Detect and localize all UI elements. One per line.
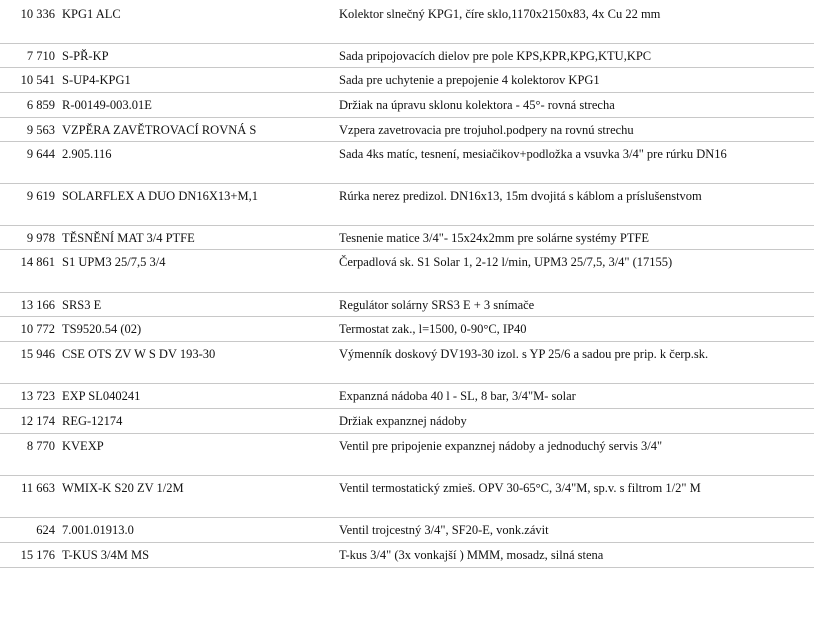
item-number: 13 166 [20,298,55,312]
item-description: Sada pripojovacích dielov pre pole KPS,KPR,KPG,KTU,KPC [339,49,652,63]
item-description: Tesnenie matice 3/4"- 15x24x2mm pre solárne systémy PTFE [339,231,650,245]
item-code: TĚSNĚNÍ MAT 3/4 PTFE [62,231,195,245]
item-description: Držiak expanznej nádoby [339,414,467,428]
item-description: Čerpadlová sk. S1 Solar 1, 2-12 l/min, UPM3 25/7,5, 3/4" (17155) [339,255,673,269]
item-number: 13 723 [20,389,55,403]
item-code: R-00149-003.01E [62,98,152,112]
item-number: 9 644 [26,147,55,161]
table-row [0,44,814,68]
table-row [0,476,814,518]
item-number: 15 176 [20,548,55,562]
item-code: S1 UPM3 25/7,5 3/4 [62,255,166,269]
table-row [0,293,814,317]
item-number: 9 619 [26,189,55,203]
item-code: CSE OTS ZV W S DV 193-30 [62,347,216,361]
table-row [0,384,814,409]
item-description: Ventil pre pripojenie expanznej nádoby a jednoduchý servis 3/4" [339,439,663,453]
table-row [0,142,814,184]
table-row [0,226,814,250]
item-number: 12 174 [20,414,55,428]
item-number: 10 336 [20,7,55,21]
item-description: T-kus 3/4" (3x vonkajší ) MMM, mosadz, silná stena [339,548,604,562]
item-description: Kolektor slnečný KPG1, číre sklo,1170x2150x83, 4x Cu 22 mm [339,7,661,21]
item-number: 8 770 [26,439,55,453]
item-code: S-PŘ-KP [62,49,109,63]
table-row [0,409,814,434]
item-code: TS9520.54 (02) [62,322,142,336]
item-description: Sada 4ks matíc, tesnení, mesiačikov+podložka a vsuvka 3/4" pre rúrku DN16 [339,147,727,161]
item-code: EXP SL040241 [62,389,141,403]
item-number: 624 [36,523,55,537]
item-code: S-UP4-KPG1 [62,73,131,87]
item-code: SRS3 E [62,298,102,312]
item-description: Držiak na úpravu sklonu kolektora - 45°- rovná strecha [339,98,615,112]
item-description: Ventil trojcestný 3/4", SF20-E, vonk.závit [339,523,549,537]
item-number: 15 946 [20,347,55,361]
item-description: Expanzná nádoba 40 l - SL, 8 bar, 3/4"M- solar [339,389,576,403]
table-row [0,342,814,384]
table-row [0,543,814,568]
table-row [0,93,814,118]
item-code: WMIX-K S20 ZV 1/2M [62,481,184,495]
item-description: Rúrka nerez predizol. DN16x13, 15m dvojitá s káblom a príslušenstvom [339,189,702,203]
item-number: 7 710 [26,49,55,63]
table-row [0,68,814,93]
table-row [0,184,814,226]
item-description: Ventil termostatický zmieš. OPV 30-65°C, 3/4"M, sp.v. s filtrom 1/2" M [339,481,701,495]
item-code: REG-12174 [62,414,123,428]
item-code: VZPĚRA ZAVĚTROVACÍ ROVNÁ S [62,123,257,137]
item-number: 10 541 [20,73,55,87]
item-number: 14 861 [20,255,55,269]
item-code: 7.001.01913.0 [62,523,134,537]
table-row [0,250,814,293]
item-number: 9 563 [26,123,55,137]
item-description: Vzpera zavetrovacia pre trojuhol.podpery na rovnú strechu [339,123,634,137]
item-number: 9 978 [26,231,55,245]
item-number: 11 663 [21,481,55,495]
item-number: 10 772 [20,322,55,336]
item-code: KPG1 ALC [62,7,121,21]
table-row [0,518,814,543]
item-code: SOLARFLEX A DUO DN16X13+M,1 [62,189,258,203]
item-code: T-KUS 3/4M MS [62,548,150,562]
table-row [0,2,814,44]
table-row [0,118,814,142]
item-description: Regulátor solárny SRS3 E + 3 snímače [339,298,535,312]
item-number: 6 859 [26,98,55,112]
item-code: KVEXP [62,439,104,453]
table-row [0,317,814,342]
table-row [0,434,814,476]
item-description: Sada pre uchytenie a prepojenie 4 kolektorov KPG1 [339,73,600,87]
item-description: Výmenník doskový DV193-30 izol. s YP 25/6 a sadou pre prip. k čerp.sk. [339,347,709,361]
item-description: Termostat zak., l=1500, 0-90°C, IP40 [339,322,527,336]
item-code: 2.905.116 [62,147,112,161]
